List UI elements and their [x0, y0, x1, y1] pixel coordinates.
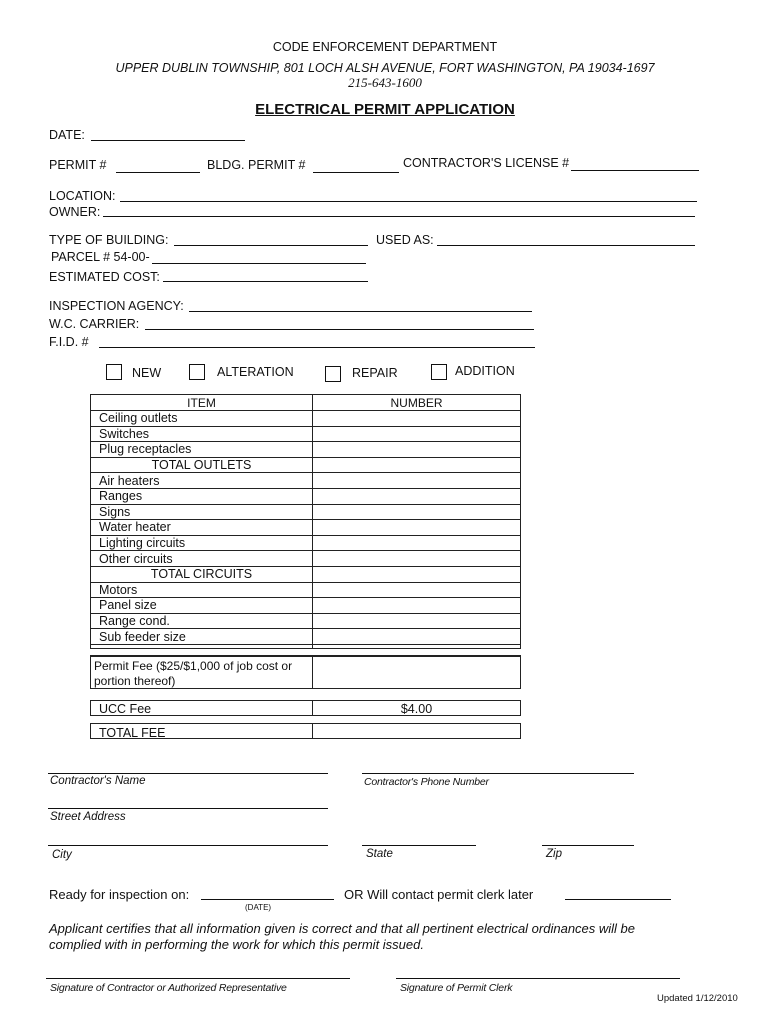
certification-line2: complied with in performing the work for which this permit issued. — [49, 937, 424, 952]
clerk-signature-caption: Signature of Permit Clerk — [400, 982, 513, 994]
wc-carrier-label: W.C. CARRIER: — [49, 317, 140, 331]
zip-field[interactable] — [542, 845, 634, 846]
table-row — [91, 613, 521, 629]
inspection-agency-label: INSPECTION AGENCY: — [49, 299, 184, 313]
bldg-permit-label: BLDG. PERMIT # — [207, 158, 306, 172]
repair-label: REPAIR — [352, 366, 398, 380]
total-fee-divider — [312, 723, 313, 739]
ucc-fee-label: UCC Fee — [99, 702, 152, 716]
item-label: Panel size — [91, 598, 313, 614]
table-row — [91, 457, 521, 473]
table-header-row — [91, 395, 521, 411]
alteration-label: ALTERATION — [217, 365, 294, 379]
total-outlets-label: TOTAL OUTLETS — [91, 457, 313, 473]
date-caption: (DATE) — [245, 903, 272, 912]
table-row — [91, 411, 521, 427]
type-of-building-label: TYPE OF BUILDING: — [49, 233, 169, 247]
table-row — [91, 535, 521, 551]
number-cell[interactable] — [313, 598, 521, 614]
contractor-name-field[interactable] — [48, 773, 328, 774]
table-row — [91, 488, 521, 504]
number-cell[interactable] — [313, 442, 521, 458]
spacer-cell — [91, 644, 313, 648]
number-cell[interactable] — [313, 426, 521, 442]
street-address-caption: Street Address — [50, 811, 126, 823]
township-address: UPPER DUBLIN TOWNSHIP, 801 LOCH ALSH AVENUE, FORT WASHINGTON, PA 19034-1697 — [115, 61, 655, 75]
contractor-signature-caption: Signature of Contractor or Authorized Representative — [50, 982, 287, 994]
date-field[interactable] — [91, 140, 245, 141]
form-title: ELECTRICAL PERMIT APPLICATION — [255, 101, 515, 118]
addition-checkbox[interactable] — [431, 364, 447, 380]
contractor-name-caption: Contractor's Name — [50, 775, 146, 787]
table-row — [91, 629, 521, 645]
item-label: Plug receptacles — [91, 442, 313, 458]
location-field[interactable] — [120, 201, 697, 202]
table-row — [91, 520, 521, 536]
state-caption: State — [366, 848, 393, 860]
permit-fee-label-line2: portion thereof) — [94, 674, 176, 688]
city-field[interactable] — [48, 845, 328, 846]
department-phone: 215-643-1600 — [348, 75, 422, 90]
state-field[interactable] — [362, 845, 476, 846]
inspection-date-field[interactable] — [201, 899, 334, 900]
table-row — [91, 473, 521, 489]
contractor-phone-caption: Contractor's Phone Number — [364, 776, 489, 788]
table-row — [91, 566, 521, 582]
number-cell[interactable] — [313, 629, 521, 645]
number-cell[interactable] — [313, 566, 521, 582]
used-as-label: USED AS: — [376, 233, 434, 247]
table-row — [91, 551, 521, 567]
table-spacer-row — [91, 644, 521, 648]
estimated-cost-label: ESTIMATED COST: — [49, 270, 160, 284]
contact-clerk-field[interactable] — [565, 899, 671, 900]
table-row — [91, 442, 521, 458]
number-cell[interactable] — [313, 488, 521, 504]
type-of-building-field[interactable] — [174, 245, 368, 246]
item-label: Range cond. — [91, 613, 313, 629]
item-column-header: ITEM — [91, 395, 313, 411]
location-label: LOCATION: — [49, 189, 116, 203]
table-row — [91, 582, 521, 598]
street-address-field[interactable] — [48, 808, 328, 809]
item-label: Sub feeder size — [91, 629, 313, 645]
bldg-permit-field[interactable] — [313, 172, 399, 173]
number-cell[interactable] — [313, 473, 521, 489]
table-row — [91, 504, 521, 520]
item-label: Signs — [91, 504, 313, 520]
estimated-cost-field[interactable] — [163, 281, 368, 282]
item-label: Lighting circuits — [91, 535, 313, 551]
certification-line1: Applicant certifies that all information given is correct and that all pertinent electrical ordinances will be — [49, 921, 636, 936]
permit-fee-field[interactable] — [314, 658, 519, 688]
contact-clerk-label: OR Will contact permit clerk later — [344, 887, 534, 902]
number-column-header: NUMBER — [313, 395, 521, 411]
total-fee-field[interactable] — [314, 724, 519, 738]
number-cell[interactable] — [313, 613, 521, 629]
department-heading: CODE ENFORCEMENT DEPARTMENT — [272, 40, 498, 54]
alteration-checkbox[interactable] — [189, 364, 205, 380]
item-label: Ranges — [91, 488, 313, 504]
wc-carrier-field[interactable] — [145, 329, 534, 330]
table-row — [91, 426, 521, 442]
number-cell[interactable] — [313, 551, 521, 567]
new-label: NEW — [132, 366, 162, 380]
number-cell[interactable] — [313, 520, 521, 536]
contractor-phone-field[interactable] — [362, 773, 634, 774]
permit-number-field[interactable] — [116, 172, 200, 173]
total-fee-label: TOTAL FEE — [99, 726, 166, 740]
item-label: Motors — [91, 582, 313, 598]
city-caption: City — [52, 849, 72, 861]
number-cell[interactable] — [313, 504, 521, 520]
permit-number-label: PERMIT # — [49, 158, 107, 172]
contractor-signature-field[interactable] — [46, 978, 350, 979]
used-as-field[interactable] — [437, 245, 695, 246]
contractor-license-label: CONTRACTOR'S LICENSE # — [403, 156, 570, 170]
owner-field[interactable] — [103, 216, 695, 217]
items-table — [90, 394, 521, 649]
owner-label: OWNER: — [49, 205, 101, 219]
permit-fee-divider — [312, 655, 313, 689]
addition-label: ADDITION — [455, 364, 515, 378]
contractor-license-field[interactable] — [571, 170, 699, 171]
clerk-signature-field[interactable] — [396, 978, 680, 979]
total-circuits-label: TOTAL CIRCUITS — [91, 566, 313, 582]
ucc-fee-value: $4.00 — [400, 702, 433, 716]
fid-label: F.I.D. # — [49, 335, 89, 349]
permit-fee-label-line1: Permit Fee ($25/$1,000 of job cost or — [94, 659, 293, 673]
table-row — [91, 598, 521, 614]
repair-checkbox[interactable] — [325, 366, 341, 382]
inspection-agency-field[interactable] — [189, 311, 532, 312]
spacer-cell — [313, 644, 521, 648]
number-cell[interactable] — [313, 411, 521, 427]
fid-field[interactable] — [99, 347, 535, 348]
number-cell[interactable] — [313, 582, 521, 598]
item-label: Switches — [91, 426, 313, 442]
item-label: Other circuits — [91, 551, 313, 567]
parcel-field[interactable] — [152, 263, 366, 264]
new-checkbox[interactable] — [106, 364, 122, 380]
date-label: DATE: — [49, 128, 85, 142]
item-label: Ceiling outlets — [91, 411, 313, 427]
item-label: Water heater — [91, 520, 313, 536]
updated-date: Updated 1/12/2010 — [657, 993, 738, 1004]
ready-for-inspection-label: Ready for inspection on: — [49, 887, 190, 902]
parcel-label: PARCEL # 54-00- — [51, 250, 150, 264]
number-cell[interactable] — [313, 535, 521, 551]
item-label: Air heaters — [91, 473, 313, 489]
number-cell[interactable] — [313, 457, 521, 473]
zip-caption: Zip — [546, 848, 562, 860]
